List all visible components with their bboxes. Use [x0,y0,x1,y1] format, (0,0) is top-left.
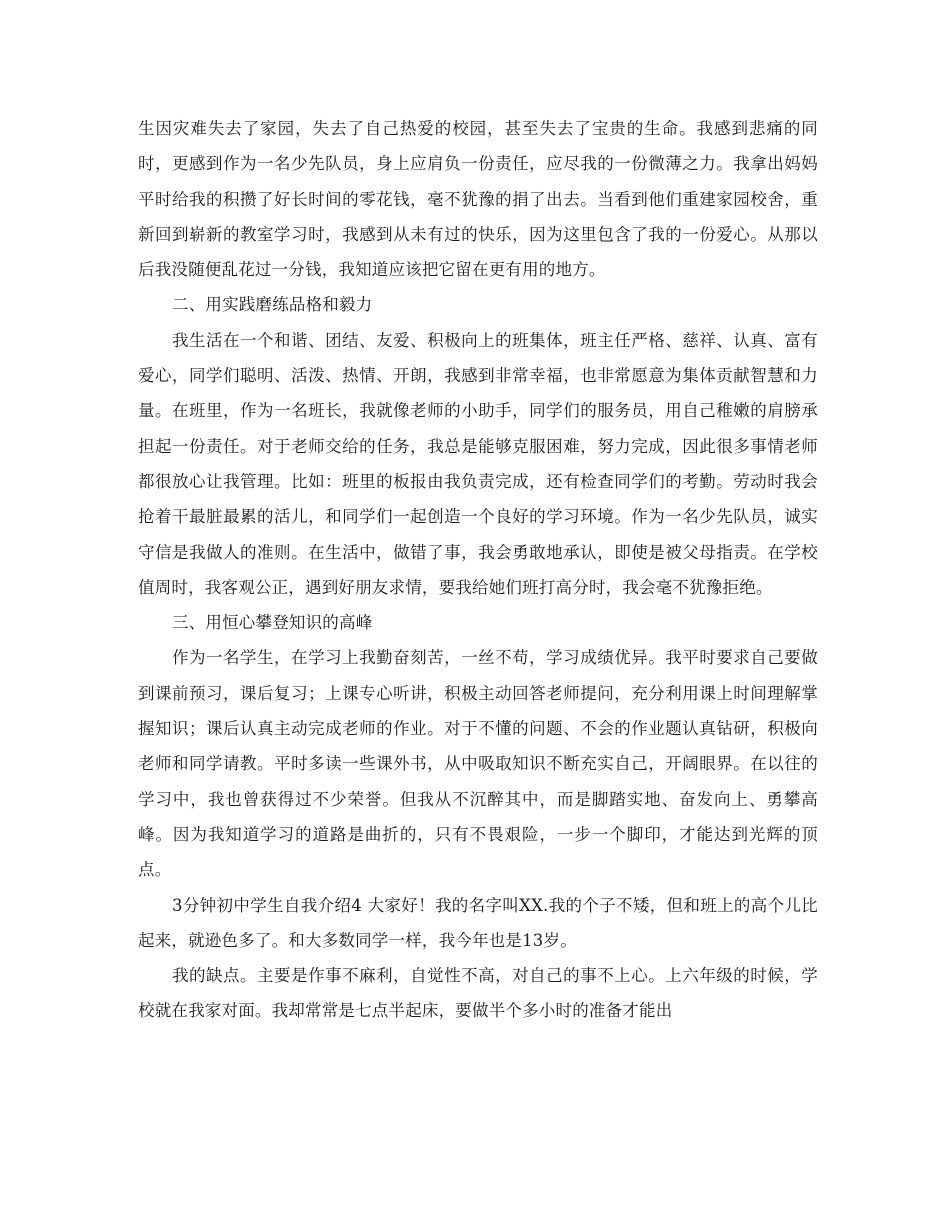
document-body [138,111,818,1029]
paragraph: 我生活在一个和谐、团结、友爱、积极向上的班集体，班主任严格、慈祥、认真、富有爱心，同学们聪明、活泼、热情、开朗，我感到非常幸福，也非常愿意为集体贡献智慧和力量。在班里，作为一名班长，我就像老师的小助手，同学们的服务员，用自己稚嫩的肩膀承担起一份责任。对于老师交给的任务，我总是能够克服困难，努力完成，因此很多事情老师都很放心让我管理。比如：班里的板报由我负责完成，还有检查同学们的考勤。劳动时我会抢着干最脏最累的活儿，和同学们一起创造一个良好的学习环境。作为一名少先队员，诚实守信是我做人的准则。在生活中，做错了事，我会勇敢地承认，即使是被父母指责。在学校值周时，我客观公正，遇到好朋友求情，要我给她们班打高分时，我会毫不犹豫拒绝。 [138,330,818,597]
section-heading-knowledge: 三、用恒心攀登知识的高峰 [172,613,373,633]
section-heading-practice: 二、用实践磨练品格和毅力 [172,295,373,315]
paragraph: 生因灾难失去了家园，失去了自己热爱的校园，甚至失去了宝贵的生命。我感到悲痛的同时，更感到作为一名少先队员，身上应肩负一份责任，应尽我的一份微薄之力。我拿出妈妈平时给我的积攒了好长时间的零花钱，毫不犹豫的捐了出去。当看到他们重建家园校舍，重新回到崭新的教室学习时，我感到从未有过的快乐，因为这里包含了我的一份爱心。从那以后我没随便乱花过一分钱，我知道应该把它留在更有用的地方。 [138,119,818,280]
paragraph: 3分钟初中学生自我介绍4 大家好！我的名字叫XX.我的个子不矮，但和班上的高个儿比起来，就逊色多了。和大多数同学一样，我今年也是13岁。 [138,895,818,950]
paragraph: 作为一名学生，在学习上我勤奋刻苦，一丝不苟，学习成绩优异。我平时要求自己要做到课前预习，课后复习；上课专心听讲，积极主动回答老师提问，充分利用课上时间理解掌握知识；课后认真主动完成老师的作业。对于不懂的问题、不会的作业题认真钻研，积极向老师和同学请教。平时多读一些课外书，从中吸取知识不断充实自己，开阔眼界。在以往的学习中，我也曾获得过不少荣誉。但我从不沉醉其中，而是脚踏实地、奋发向上、勇攀高峰。因为我知道学习的道路是曲折的，只有不畏艰险，一步一个脚印，才能达到光辉的顶点。 [138,648,818,880]
paragraph: 我的缺点。主要是作事不麻利，自觉性不高，对自己的事不上心。上六年级的时候，学校就在我家对面。我却常常是七点半起床，要做半个多小时的准备才能出 [138,966,818,1021]
